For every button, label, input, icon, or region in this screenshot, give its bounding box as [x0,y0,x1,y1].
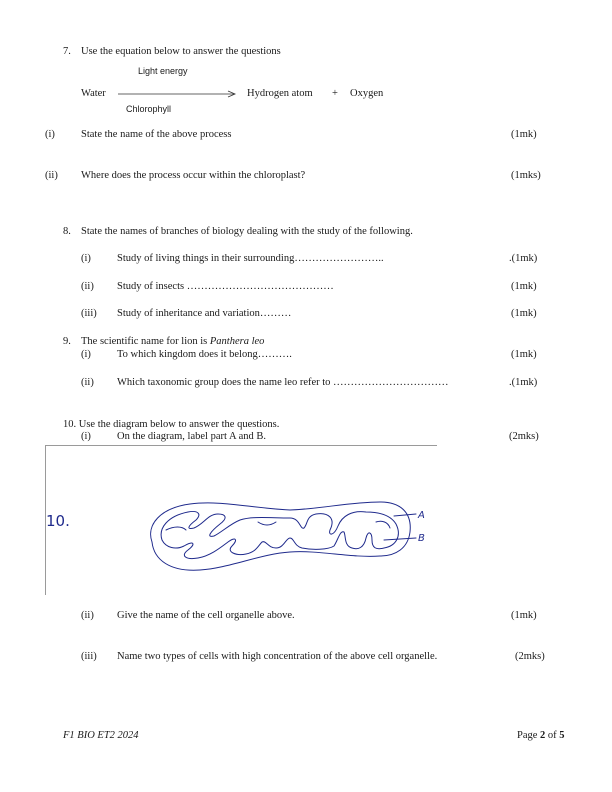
q9-part-label: (i) [81,349,91,360]
q7-part-label: (i) [45,129,55,140]
q10-part-label: (i) [81,431,91,442]
mitochondrion-diagram [140,490,450,580]
equation-condition-chlorophyll: Chlorophyll [126,104,172,114]
q9-scientific-name: Panthera leo [209,336,265,347]
q7-part-text: Where does the process occur within the chloroplast? [81,170,306,181]
q9-part-label: (ii) [81,377,94,388]
page-prefix: Page [517,730,541,741]
footer-page-number [517,730,565,741]
q10-number: 10. [63,419,77,430]
q8-part-marks: .(1mk) [509,253,538,264]
page-current: 2 [540,730,546,741]
page-of: of [545,730,560,741]
q8-prompt: State the names of branches of biology dealing with the study of the following. [81,226,413,237]
q10-part-marks: (2mks) [509,431,539,442]
q8-part-text: Study of living things in their surrounding…………………….. [117,253,384,264]
q7-part-marks: (1mks) [511,170,541,181]
q10-part-text: Name two types of cells with high concentration of the above cell organelle. [117,651,438,662]
equation-reactant: Water [81,88,106,99]
q10-part-marks: (2mks) [515,651,545,662]
q9-prompt-text: The scientific name for lion is [81,336,210,347]
diagram-label-b: B [418,533,425,544]
handwritten-question-number: 10. [46,512,70,530]
q10-part-text: Give the name of the cell organelle above. [117,610,295,621]
q9-part-marks: .(1mk) [509,377,538,388]
q10-prompt [63,419,279,430]
q7-prompt: Use the equation below to answer the questions [81,46,281,57]
q9-number: 9. [63,336,71,347]
q8-part-text: Study of inheritance and variation……… [117,308,292,319]
q9-part-marks: (1mk) [511,349,537,360]
q10-part-label: (ii) [81,610,94,621]
q9-prompt [81,336,264,347]
q9-part-text: Which taxonomic group does the name leo refer to …………………………… [117,377,449,388]
footer-exam-code: F1 BIO ET2 2024 [63,730,139,741]
q7-part-marks: (1mk) [511,129,537,140]
q10-part-label: (iii) [81,651,97,662]
q8-number: 8. [63,226,71,237]
q10-part-text: On the diagram, label part A and B. [117,431,267,442]
q10-part-marks: (1mk) [511,610,537,621]
equation-plus: + [332,88,338,99]
equation-product-hydrogen: Hydrogen atom [247,88,313,99]
equation-product-oxygen: Oxygen [350,88,384,99]
diagram-label-a: A [418,510,425,521]
q8-part-label: (iii) [81,308,97,319]
q8-part-marks: (1mk) [511,281,537,292]
page-total: 5 [559,730,565,741]
equation-condition-light: Light energy [138,66,188,76]
q8-part-label: (i) [81,253,91,264]
diagram-frame-top [45,445,437,446]
q7-part-label: (ii) [45,170,58,181]
q8-part-text: Study of insects …………………………………… [117,281,334,292]
q8-part-marks: (1mk) [511,308,537,319]
equation-arrow-icon [118,88,238,100]
q9-part-text: To which kingdom does it belong………. [117,349,292,360]
q8-part-label: (ii) [81,281,94,292]
q7-number: 7. [63,46,71,57]
q10-prompt-text: Use the diagram below to answer the questions. [78,419,280,430]
q7-part-text: State the name of the above process [81,129,232,140]
